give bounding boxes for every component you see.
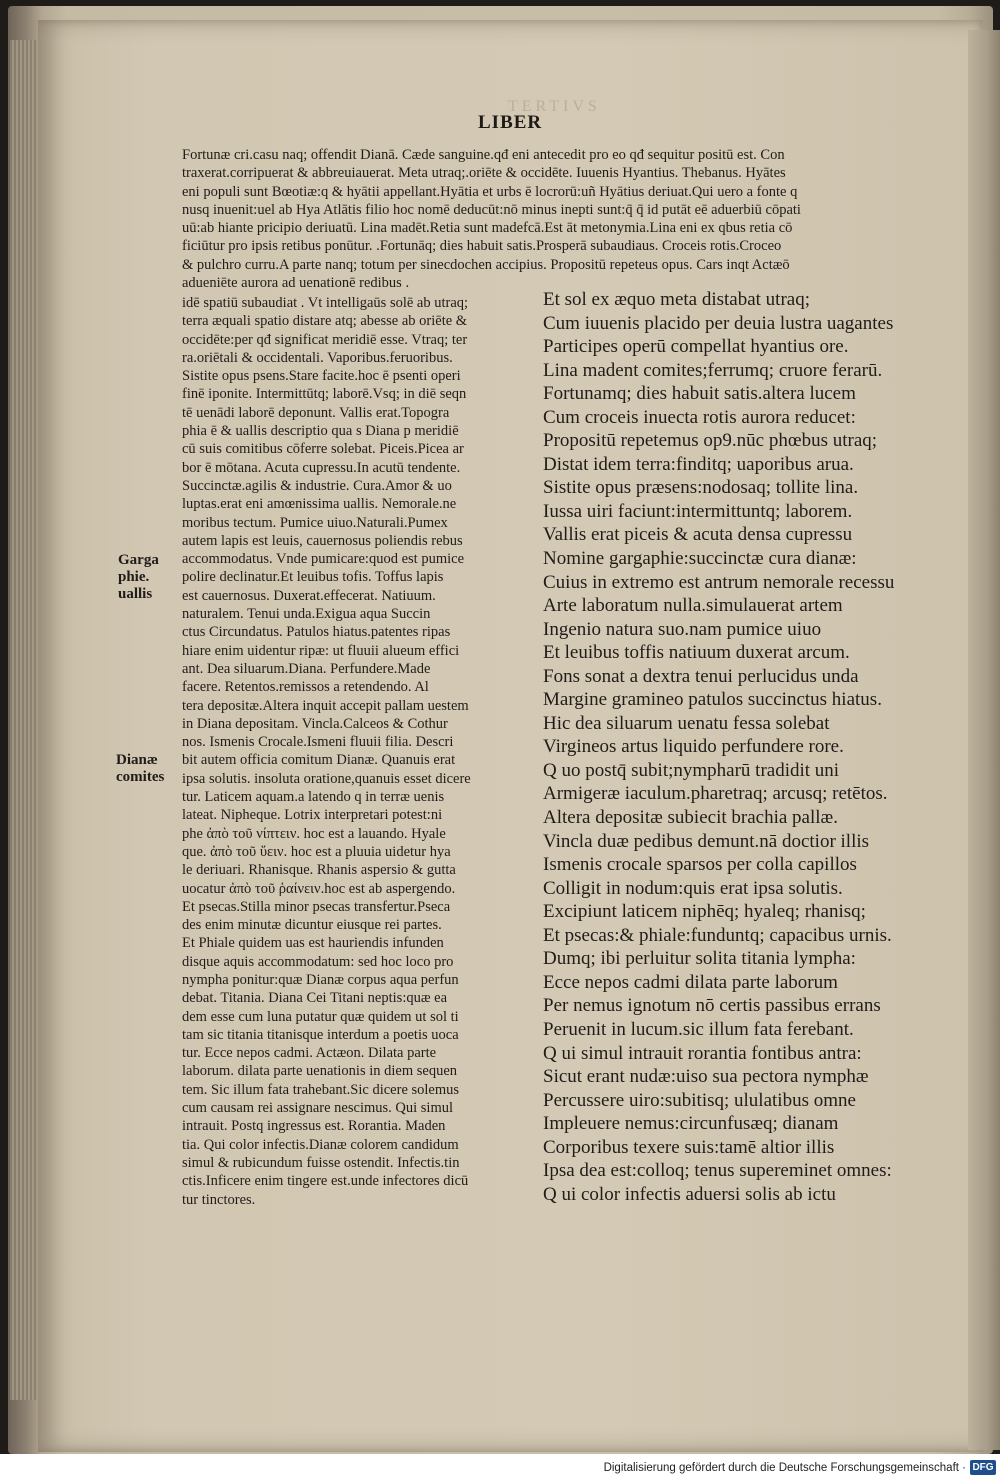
verse-line: Colligit in nodum:quis erat ipsa solutis. (543, 877, 843, 899)
verse-line: Corporibus texere suis:tamē altior illis (543, 1136, 835, 1158)
commentary-line: accommodatus. Vnde pumicare:quod est pumice (182, 551, 464, 568)
marginal-note-gargaphie (118, 552, 159, 603)
commentary-line: Fortunæ cri.casu naq; offendit Dianā. Cæde sanguine.qđ eni antecedit pro eo qđ sequitur positū est. Con (182, 147, 785, 163)
commentary-line: & pulchro curru.A parte nanq; totum per sinecdochen accipius. Propositū repeteus opus. Cars inqt Actæō (182, 256, 790, 273)
commentary-line: disque aquis accommodatum: sed hoc loco pro (182, 953, 454, 970)
commentary-line: polire declinatur.Et leuibus tofis. Toffus lapis (182, 569, 444, 586)
commentary-line: debat. Titania. Diana Cei Titani neptis:quæ ea (182, 990, 448, 1007)
commentary-line: finē iponite. Intermittūtq; laborē.Vsq; in diē seqn (182, 386, 467, 403)
commentary-line: moribus tectum. Pumice uiuo.Naturali.Pumex (182, 514, 448, 531)
verse-line: Et sol ex æquo meta distabat utraq; (543, 289, 811, 310)
verse-line: Armigeræ iaculum.pharetraq; arcusq; retētos. (543, 783, 888, 805)
commentary-line: occidēte:per qđ significat meridiē esse. Vtraq; ter (182, 331, 468, 348)
verse-line: Altera depositæ subiecit brachia pallæ. (543, 807, 838, 829)
commentary-line: phe ἀπὸ τοῦ νίπτειν. hoc est a lauando. Hyale (182, 825, 446, 842)
verse-line: Et leuibus toffis natiuum duxerat arcum. (543, 642, 850, 664)
commentary-line: ficiūtur pro ipsis retibus ponūtur. .Fortunāq; dies habuit satis.Prosperā subaudiaus. Croceis rotis.Croceo (182, 238, 782, 255)
commentary-line: laborum. dilata parte uenationis in diem sequen (182, 1063, 458, 1080)
commentary-line: in Diana depositam. Vincla.Calceos & Cothur (182, 715, 448, 732)
commentary-line: terra æquali spatio distare atq; abesse ab oriēte & (182, 313, 468, 330)
commentary-line: traxerat.corripuerat & abbreuiauerat. Meta utraq;.oriēte & occidēte. Iuuenis Hyantius. Thebanus. Hyātes (182, 165, 786, 182)
verse-line: Q uo postq̄ subit;nympharū tradidit uni (543, 759, 840, 781)
verse-line: Excipiunt laticem niphēq; hyaleq; rhanisq; (543, 901, 866, 923)
verse-line: Dumq; ibi perluitur solita titania lympha: (543, 948, 856, 970)
verse-line: Sistite opus præsens:nodosaq; tollite lina. (543, 477, 859, 499)
verse-line: Fortunamq; dies habuit satis.altera lucem (543, 383, 856, 405)
verse-line: Cum iuuenis placido per deuia lustra uagantes (543, 312, 894, 334)
verse-line: Fons sonat a dextra tenui perlucidus unda (543, 665, 859, 687)
running-head: LIBER (478, 112, 543, 133)
commentary-line: tem. Sic illum fata trahebant.Sic dicere solemus (182, 1081, 460, 1098)
bleed-through-text: TERTIVS (508, 98, 601, 115)
verse-line: Cuius in extremo est antrum nemorale recessu (543, 571, 895, 593)
verse-line: Percussere uiro:subitisq; ululatibus omne (543, 1089, 856, 1111)
dfg-logo: DFG (970, 1460, 996, 1475)
marginal-note-dianae-comites (116, 752, 164, 786)
marginal-note-line: Dianæ (116, 752, 158, 768)
verse-line: Margine gramineo patulos succinctus hiatus. (543, 689, 882, 711)
commentary-line: nympha ponitur:quæ Dianæ corpus aqua perfun (182, 971, 459, 988)
verse-line: Vincla duæ pedibus demunt.nā doctior illis (543, 830, 870, 852)
verse-line: Arte laboratum nulla.simulauerat artem (543, 595, 843, 617)
verse-line: Per nemus ignotum nō certis passibus errans (543, 995, 881, 1017)
commentary-line: Et Phiale quidem uas est hauriendis infunden (182, 935, 444, 952)
verse-line: Peruenit in lucum.sic illum fata ferebant. (543, 1018, 854, 1040)
commentary-line: uū:ab hiante pricipio deriuatū. Lina madēt.Retia sunt madefcā.Est āt metonymia.Lina eni ex qbus retia cō (182, 220, 793, 237)
verse-line: Q ui color infectis aduersi solis ab ictu (543, 1183, 836, 1205)
verse-line: Virgineos artus liquido perfundere rore. (543, 736, 844, 758)
page-stack-left (10, 40, 36, 1400)
commentary-line: tam sic titania titanisque interdum a poetis uoca (182, 1026, 459, 1043)
commentary-line: ipsa solutis. insoluta oratione,quanuis esset dicere (182, 770, 471, 787)
verse-line: Lina madent comites;ferrumq; cruore ferarū. (543, 359, 883, 381)
marginal-note-line: phie. (118, 569, 150, 585)
commentary-line: idē spatiū subaudiat . Vt intelligaūs solē ab utraq; (182, 295, 469, 311)
marginal-note-line: comites (116, 769, 165, 785)
commentary-line: luptas.erat eni amœnissima uallis. Nemorale.ne (182, 496, 457, 513)
commentary-line: facere. Retentos.remissos a retendendo. Al (182, 679, 429, 696)
page-stack-right (968, 30, 1000, 1450)
verse-line: Et psecas:& phiale:funduntq; capacibus urnis. (543, 924, 892, 946)
commentary-line: hiare enim uidentur ripæ: ut fluuii alueum effici (182, 642, 460, 659)
commentary-line: Sistite opus psens.Stare facite.hoc ē psenti operi (182, 368, 461, 385)
verse-line: Ipsa dea est:colloq; tenus supereminet omnes: (543, 1160, 892, 1182)
commentary-line: nos. Ismenis Crocale.Ismeni fluuii filia. Descri (182, 734, 454, 751)
commentary-line: naturalem. Tenui unda.Exigua aqua Succin (182, 606, 431, 623)
verse-line: Ismenis crocale sparsos per colla capillos (543, 854, 857, 876)
commentary-line: tera depositæ.Altera inquit accepit pallam uestem (182, 697, 469, 714)
commentary-line: ctis.Inficere enim tingere est.unde infectores dicū (182, 1173, 469, 1190)
commentary-line: que. ἀπὸ τοῦ ὕειν. hoc est a pluuia uidetur hya (182, 843, 451, 860)
verse-line: Participes operū compellat hyantius ore. (543, 336, 849, 358)
commentary-line: lateat. Nipheque. Lotrix interpretari potest:ni (182, 807, 443, 824)
marginal-note-line: uallis (118, 586, 153, 602)
verse-line: Ingenio natura suo.nam pumice uiuo (543, 618, 822, 640)
commentary-line: cū suis comitibus cōferre solebat. Piceis.Picea ar (182, 441, 464, 458)
commentary-line: le deriuari. Rhanisque. Rhanis aspersio & gutta (182, 862, 456, 879)
footer-credit: Digitalisierung gefördert durch die Deutsche Forschungsgemeinschaft · (603, 1462, 966, 1474)
verse-line: Hic dea siluarum uenatu fessa solebat (543, 712, 830, 734)
commentary-line: bit autem officia comitum Dianæ. Quanuis erat (182, 752, 456, 769)
commentary-line: tē uenādi laborē deponunt. Vallis erat.Topogra (182, 404, 450, 421)
commentary-line: eni populi sunt Bœotiæ:q & hyātii appellant.Hyātia et urbs ē locrorū:uñ Hyātius deriuat.Qui uero a fonte q (182, 183, 798, 200)
commentary-left-column (182, 294, 532, 1209)
commentary-line: tia. Qui color infectis.Dianæ colorem candidum (182, 1136, 459, 1153)
verse-line: Q ui simul intrauit rorantia fontibus antra: (543, 1042, 862, 1064)
verse-line: Distat idem terra:finditq; uaporibus arua. (543, 453, 854, 475)
verse-line: Vallis erat piceis & acuta densa cupressu (543, 524, 853, 546)
commentary-line: uocatur ἀπὸ τοῦ ῥαίνειν.hoc est ab aspergendo. (182, 880, 456, 897)
verse-line: Ecce nepos cadmi dilata parte laborum (543, 971, 838, 993)
verse-line: Iussa uiri faciunt:intermittuntq; laborem. (543, 500, 853, 522)
commentary-line: phia ē & uallis descriptio qua s Diana p meridiē (182, 423, 459, 440)
verse-line: Propositū repetemus op9.nūc phœbus utraq; (543, 430, 878, 452)
verse-line: Cum croceis inuecta rotis aurora reducet: (543, 406, 856, 428)
commentary-line: tur. Ecce nepos cadmi. Actæon. Dilata parte (182, 1045, 437, 1062)
commentary-full-width (182, 146, 942, 292)
commentary-line: Succinctæ.agilis & industrie. Cura.Amor & uo (182, 477, 452, 494)
commentary-line: tur. Laticem aquam.a latendo q in terræ uenis (182, 789, 445, 806)
commentary-line: adueniēte aurora ad uenationē redibus . (182, 275, 410, 292)
commentary-line: tur tinctores. (182, 1191, 256, 1208)
verse-line: Nomine gargaphie:succinctæ cura dianæ: (543, 548, 857, 570)
commentary-line: autem lapis est leuis, cauernosus poliendis rebus (182, 532, 463, 549)
marginal-note-line: Garga (118, 552, 159, 568)
commentary-line: simul & rubicundum fuisse ostendit. Infectis.tin (182, 1154, 460, 1171)
commentary-line: ant. Dea siluarum.Diana. Perfundere.Made (182, 660, 431, 677)
verse-line: Sicut erant nudæ:uiso sua pectora nymphæ (543, 1066, 869, 1088)
verse-line: Impleuere nemus:circunfusæq; dianam (543, 1113, 839, 1135)
commentary-line: des enim minutæ dicuntur eiusque rei partes. (182, 917, 442, 934)
commentary-line: dem esse cum luna putatur quæ quidem ut sol ti (182, 1008, 459, 1025)
verse-column (543, 288, 963, 1206)
commentary-line: est cauernosus. Duxerat.effecerat. Natiuum. (182, 587, 436, 604)
commentary-line: ctus Circundatus. Patulos hiatus.patentes ripas (182, 624, 451, 641)
commentary-line: intrauit. Postq ingressus est. Rorantia. Maden (182, 1118, 446, 1135)
commentary-line: Et psecas.Stilla minor psecas transfertur.Pseca (182, 898, 451, 915)
commentary-line: ra.oriētali & occidentali. Vaporibus.feruoribus. (182, 349, 453, 366)
commentary-line: cum causam rei assignare nescimus. Qui simul (182, 1100, 454, 1117)
commentary-line: bor ē mōtana. Acuta cupressu.In acutū tendente. (182, 459, 461, 476)
commentary-line: nusq inuenit:uel ab Hya Atlātis filio hoc nomē deducūt:nō minus inepti sunt:q̄ q̄ id putāt eē aduerbiū cōpati (182, 201, 801, 218)
